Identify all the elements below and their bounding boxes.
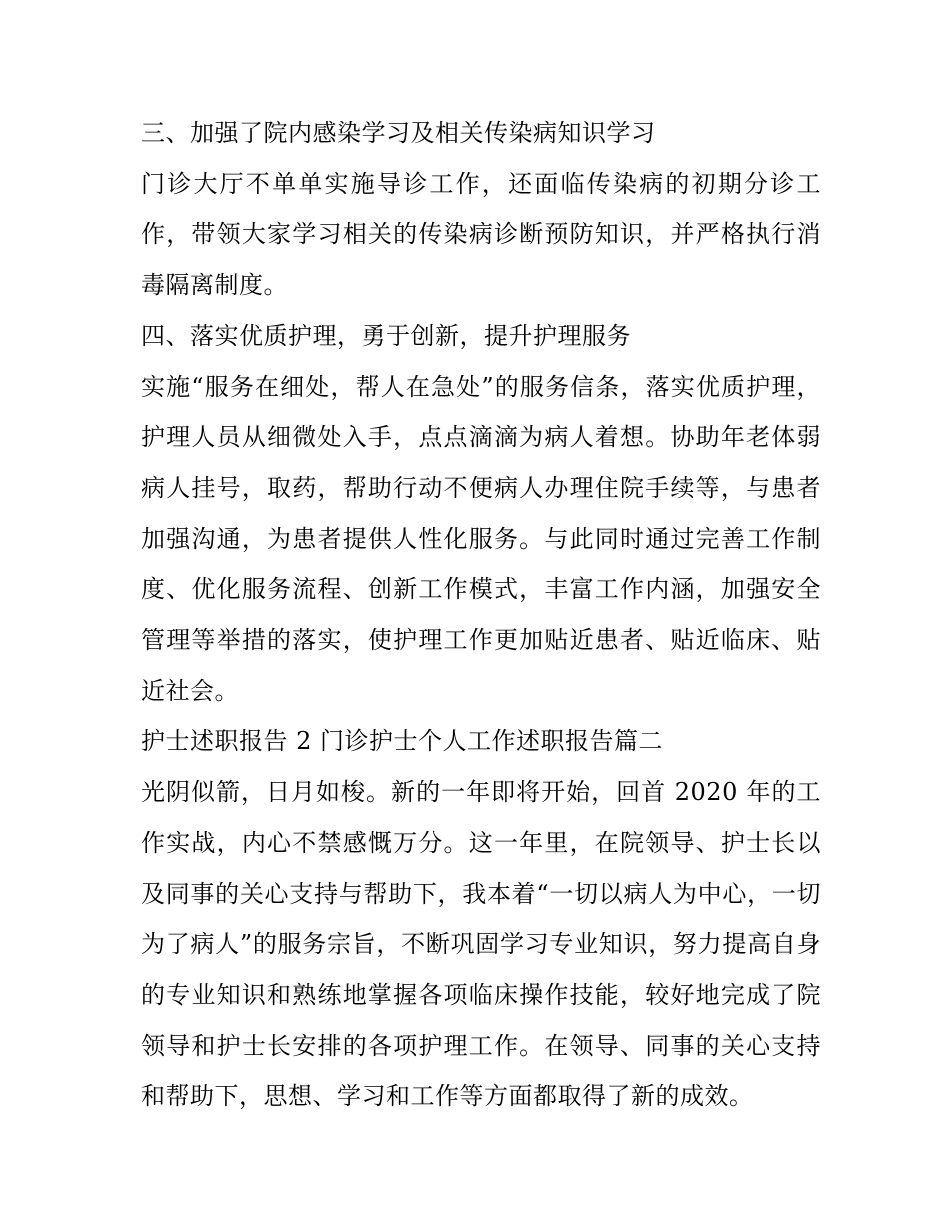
paragraph-quality-nursing: 实施“服务在细处，帮人在急处”的服务信条，落实优质护理，护理人员从细微处入手，点点滴滴为病人着想。协助年老体弱病人挂号，取药，帮助行动不便病人办理住院手续等，与患者加强沟通，为患者提供人性化服务。与此同时通过完善工作制度、优化服务流程、创新工作模式，丰富工作内涵，加强安全管理等举措的落实，使护理工作更加贴近患者、贴近临床、贴近社会。 — [141, 372, 821, 705]
section-heading-report-two: 护士述职报告 2 门诊护士个人工作述职报告篇二 — [141, 727, 664, 756]
section-heading-quality-nursing: 四、落实优质护理，勇于创新，提升护理服务 — [141, 321, 631, 350]
paragraph-triage-work: 门诊大厅不单单实施导诊工作，还面临传染病的初期分诊工作，带领大家学习相关的传染病诊断预防知识，并严格执行消毒隔离制度。 — [141, 169, 821, 300]
section-heading-infection-study: 三、加强了院内感染学习及相关传染病知识学习 — [141, 119, 656, 147]
paragraph-annual-review: 光阴似箭，日月如梭。新的一年即将开始，回首 2020 年的工作实战，内心不禁感慨万分。这一年里，在院领导、护士长以及同事的关心支持与帮助下，我本着“一切以病人为中心，一切为了病人”的服务宗旨，不断巩固学习专业知识，努力提高自身的专业知识和熟练地掌握各项临床操作技能，较好地完成了院领导和护士长安排的各项护理工作。在领导、同事的关心支持和帮助下，思想、学习和工作等方面都取得了新的成效。 — [141, 778, 821, 1111]
document-body — [141, 108, 821, 1122]
